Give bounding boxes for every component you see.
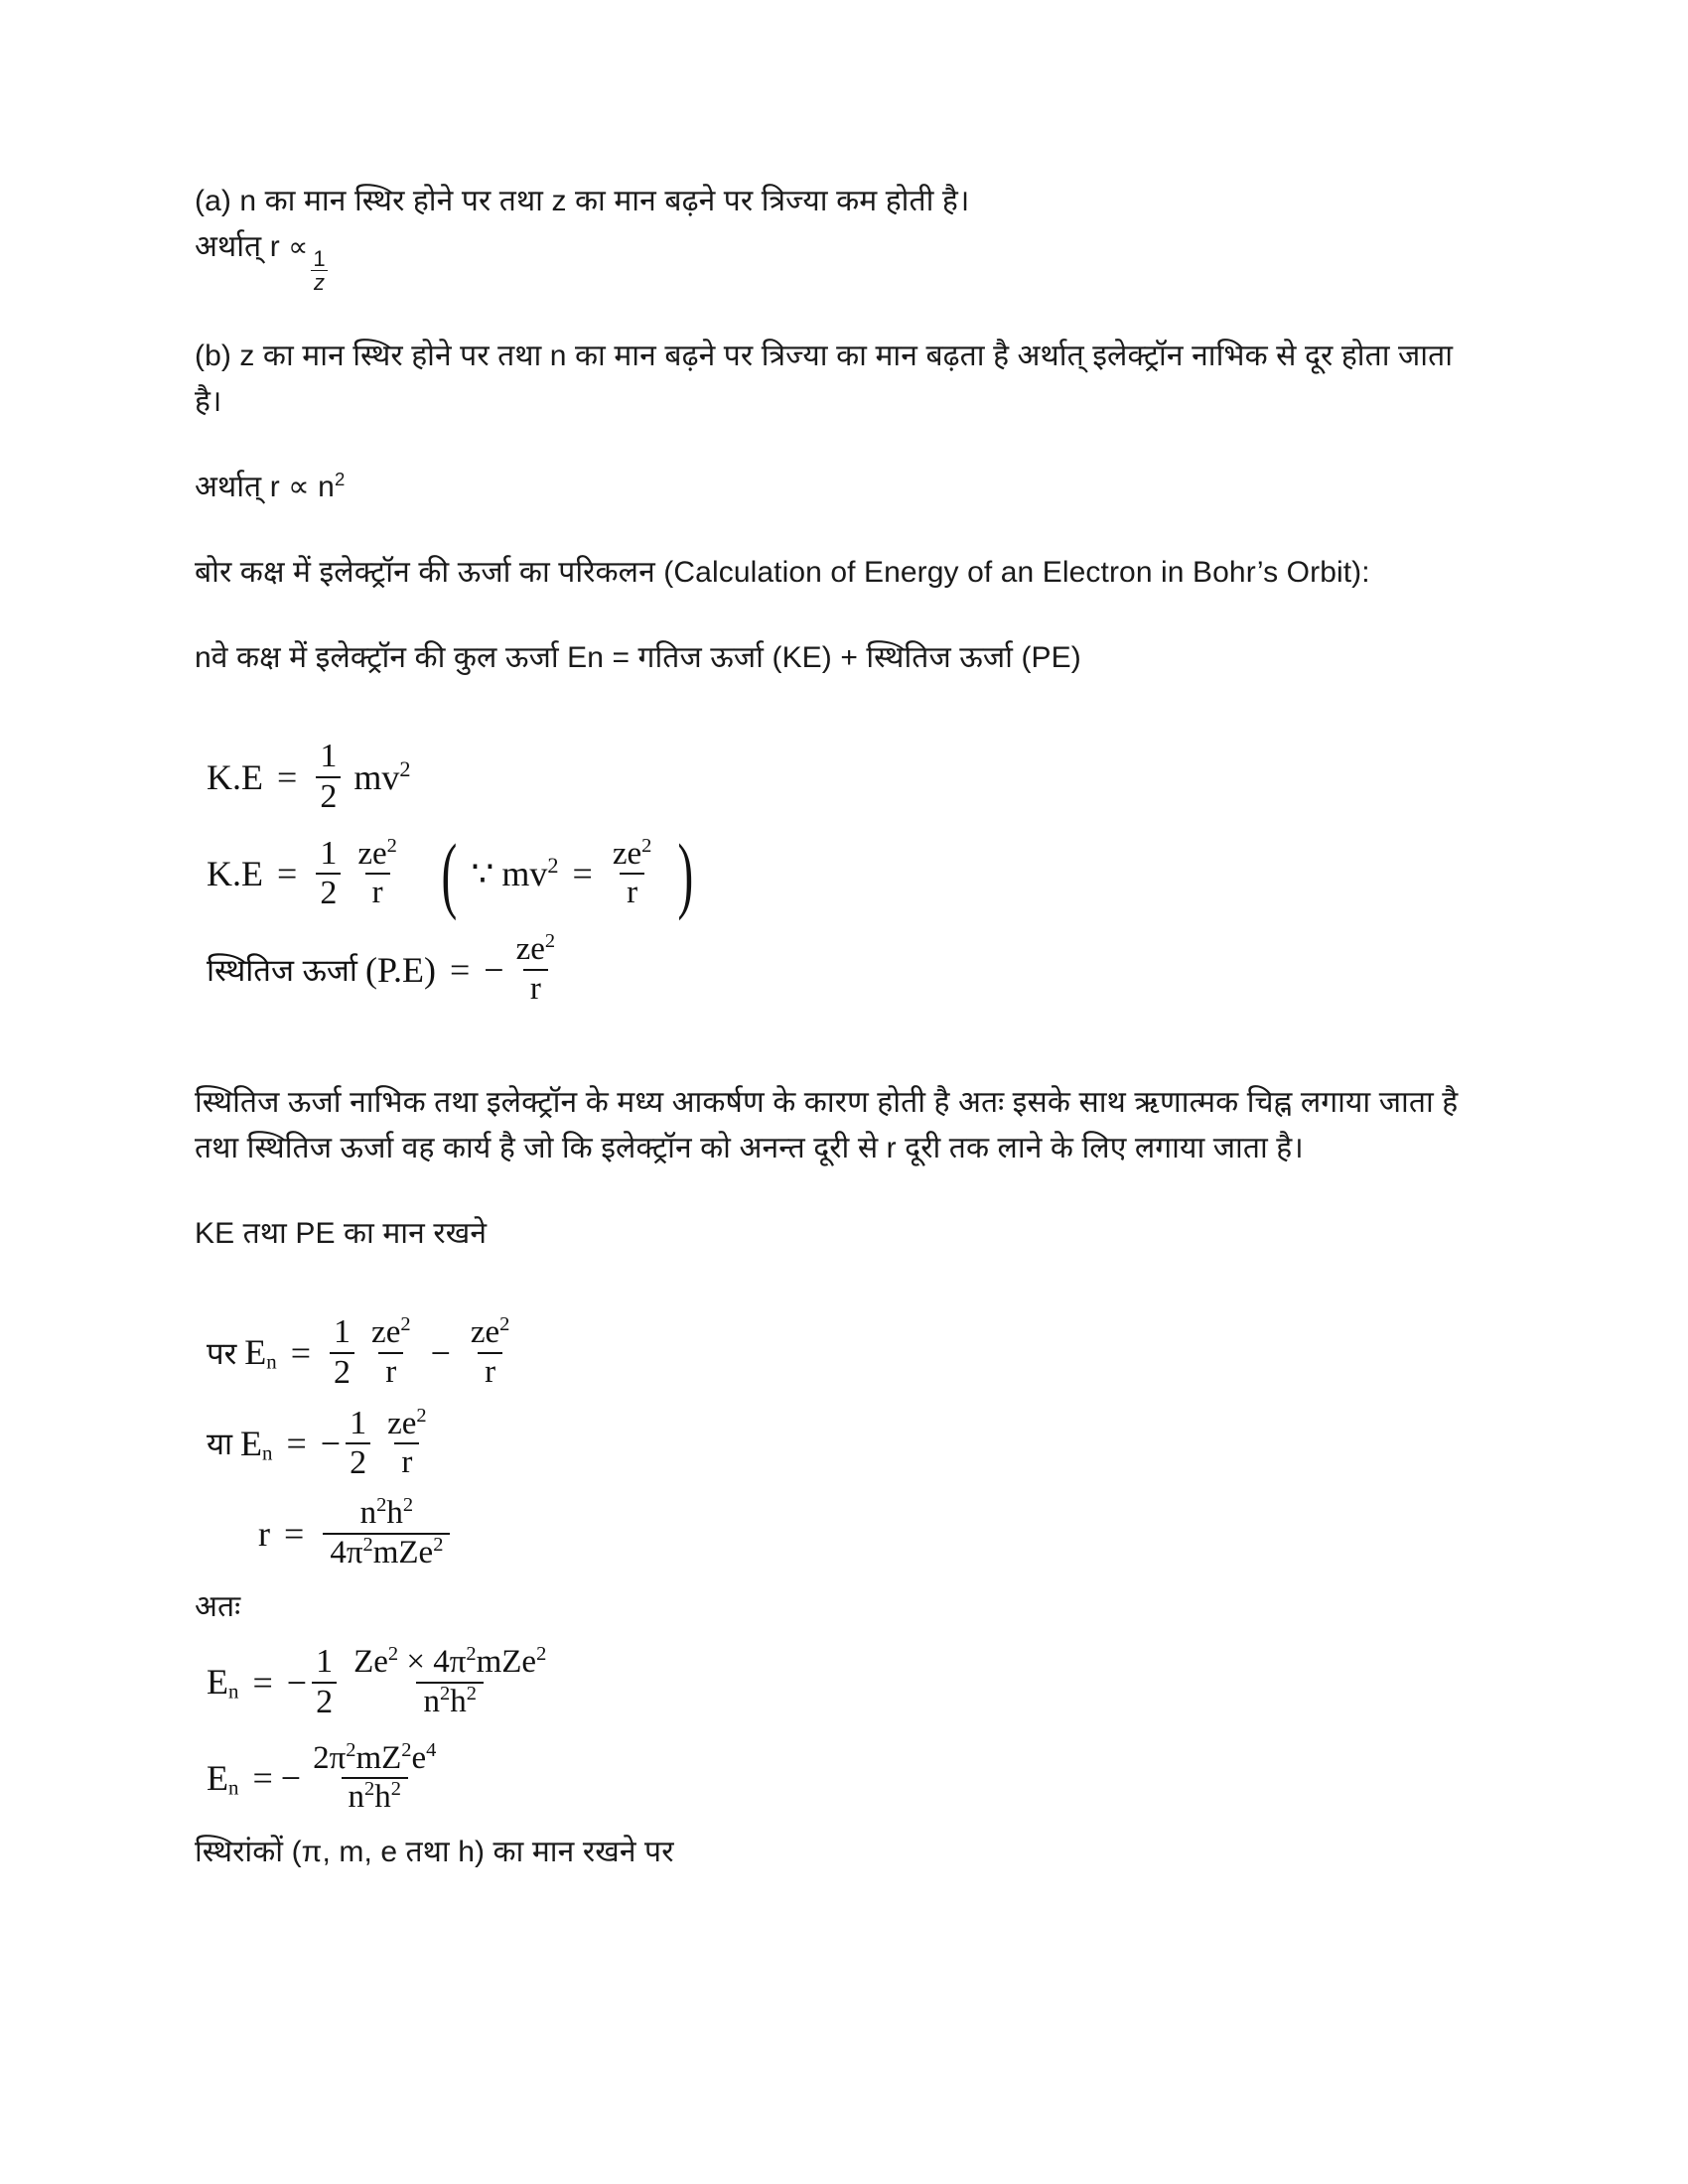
equation-kinetic-energy-1 <box>195 739 1485 815</box>
paragraph-atah: अतः <box>195 1590 241 1624</box>
ke2-ze2-over-r <box>351 834 404 911</box>
ke1-label: K.E <box>207 756 263 797</box>
right-paren-icon: ) <box>677 825 694 921</box>
radius-equals: = <box>284 1513 305 1554</box>
fraction-denominator: z <box>311 270 328 294</box>
equation-en-3 <box>195 1644 1485 1720</box>
ke2-half-fraction <box>316 836 341 912</box>
proportional-icon: ∝ <box>288 230 309 263</box>
en4-main-fraction <box>306 1738 443 1816</box>
en1-equals: = <box>290 1332 312 1373</box>
fraction-denominator: r <box>523 969 548 1008</box>
en1-term2 <box>464 1315 517 1390</box>
fraction-numerator: 1 <box>334 1313 352 1351</box>
fraction-numerator: $n^2h^2$ <box>359 1494 414 1532</box>
paragraph-point-b: (b) z का मान स्थिर होने पर तथा n का मान बढ़ने पर त्रिज्या का मान बढ़ता है अर्थात् इलेक्ट्रॉन नाभिक से दूर होता जाता है। <box>195 340 1454 419</box>
fraction-numerator: 1 <box>320 738 338 775</box>
arthat-b-exponent: 2 <box>334 469 346 490</box>
ke1-rhs-exponent: 2 <box>399 755 411 781</box>
en1-label: $E_n$ <box>244 1332 277 1374</box>
fraction-numerator: 1 <box>313 245 326 271</box>
fraction-numerator: $ze^2$ <box>357 834 397 872</box>
paragraph-constants-substitution: स्थिरांकों (π, m, e तथा h) का मान रखने पर <box>195 1836 674 1869</box>
en2-minus-sign: − <box>320 1424 342 1464</box>
fraction-numerator: $ze^2$ <box>470 1313 510 1351</box>
paragraph-arthat-b <box>195 465 1485 510</box>
fraction-numerator: 1 <box>350 1404 367 1441</box>
pe-minus-sign: − <box>484 949 504 990</box>
equation-kinetic-energy-2 <box>195 825 1485 921</box>
pe-label: स्थितिज ऊर्जा <box>207 952 357 988</box>
arthat-a-prefix: अर्थात् r <box>195 230 289 263</box>
equation-en-1 <box>195 1314 1485 1391</box>
because-icon: ∵ <box>471 854 494 894</box>
paragraph-potential-energy-explanation: स्थितिज ऊर्जा नाभिक तथा इलेक्ट्रॉन के मध्य आकर्षण के कारण होती है अतः इसके साथ ऋणात्मक चिह्न लगाया जाता है तथा स्थितिज ऊर्जा वह कार्य है जो कि इलेक्ट्रॉन को अनन्त दूरी से r दूरी तक लाने के लिए लगाया जाता है। <box>195 1086 1459 1165</box>
fraction-denominator: 2 <box>316 873 341 912</box>
pe-tag: (P.E) <box>364 949 436 990</box>
pe-equals: = <box>449 949 471 990</box>
fraction-denominator: $4\pi^2mZe^2$ <box>323 1533 450 1571</box>
arthat-b-text: अर्थात् r ∝ n <box>195 471 335 504</box>
ke1-equals: = <box>277 756 298 797</box>
fraction-denominator: r <box>378 1352 403 1391</box>
fraction-numerator: $2\pi^2mZ^2e^4$ <box>313 1738 437 1776</box>
en3-minus-sign: − <box>286 1663 308 1704</box>
en3-label: $E_n$ <box>207 1662 239 1704</box>
equation-en-2 <box>195 1406 1485 1482</box>
note-lhs: $mv^2$ <box>501 853 559 894</box>
en1-operator: − <box>430 1332 451 1373</box>
en3-equals: = <box>252 1663 273 1704</box>
fraction-numerator: $ze^2$ <box>387 1404 427 1441</box>
note-equals: = <box>572 854 593 894</box>
fraction-denominator: 2 <box>312 1682 337 1721</box>
fraction-denominator: r <box>365 873 390 911</box>
paragraph-arthat-a <box>195 224 1485 294</box>
fraction-numerator: $ze^2$ <box>515 929 556 967</box>
paragraph-ke-pe-substitution: KE तथा PE का मान रखने <box>195 1217 488 1251</box>
en1-term1 <box>364 1315 418 1390</box>
fraction-denominator: r <box>478 1352 502 1391</box>
ke1-rhs: $mv^2$ <box>353 755 411 797</box>
equation-radius <box>195 1496 1485 1570</box>
fraction-numerator: 1 <box>316 1643 334 1681</box>
ke2-label: K.E <box>207 854 263 894</box>
en1-prefix: पर <box>207 1335 237 1371</box>
left-paren-icon: ( <box>441 825 458 921</box>
en2-ze2-over-r <box>380 1404 434 1481</box>
en2-half-fraction <box>346 1406 370 1482</box>
fraction-denominator: 2 <box>346 1442 370 1482</box>
equation-en-4 <box>195 1738 1485 1816</box>
pe-ze2-over-r <box>509 929 563 1007</box>
en2-prefix: या <box>207 1427 233 1462</box>
en3-half-fraction <box>312 1644 337 1720</box>
fraction-numerator: 1 <box>320 834 338 872</box>
fraction-denominator: r <box>394 1442 419 1481</box>
en4-label: $E_n$ <box>207 1757 239 1800</box>
en3-main-fraction <box>347 1645 553 1719</box>
fraction-numerator: $Ze^2 \times 4\pi^2mZe^2$ <box>353 1643 547 1681</box>
en1-half-fraction <box>330 1314 354 1391</box>
radius-fraction <box>323 1496 450 1570</box>
fraction-denominator: 2 <box>316 776 341 816</box>
fraction-one-over-z <box>310 247 328 294</box>
en2-label: $E_n$ <box>240 1423 273 1465</box>
paragraph-total-energy: nवे कक्ष में इलेक्ट्रॉन की कुल ऊर्जा En = गतिज ऊर्जा (KE) + स्थितिज ऊर्जा (PE) <box>195 641 1081 675</box>
ke2-equals: = <box>277 854 298 894</box>
fraction-denominator: r <box>620 873 644 911</box>
fraction-denominator: $n^2h^2$ <box>416 1682 483 1720</box>
en4-minus-sign: − <box>280 1758 302 1799</box>
radius-label: r <box>258 1513 270 1554</box>
paragraph-point-a: (a) n का मान स्थिर होने पर तथा z का मान बढ़ने पर त्रिज्या कम होती है। <box>195 185 970 217</box>
en4-equals: = <box>252 1758 273 1799</box>
fraction-denominator: $n^2h^2$ <box>342 1777 408 1816</box>
heading-energy-calculation: बोर कक्ष में इलेक्ट्रॉन की ऊर्जा का परिकलन (Calculation of Energy of an Electron in Bohr’s Orbit): <box>195 556 1370 590</box>
fraction-numerator: $ze^2$ <box>612 834 652 872</box>
fraction-denominator: 2 <box>330 1352 354 1392</box>
ke1-half-fraction <box>316 739 341 815</box>
document-content <box>195 179 1485 1875</box>
ke2-parenthetical-note <box>435 825 700 921</box>
note-ze2-over-r <box>606 834 659 911</box>
fraction-numerator: $ze^2$ <box>371 1313 411 1351</box>
en2-equals: = <box>286 1424 307 1464</box>
equation-potential-energy <box>195 929 1485 1007</box>
